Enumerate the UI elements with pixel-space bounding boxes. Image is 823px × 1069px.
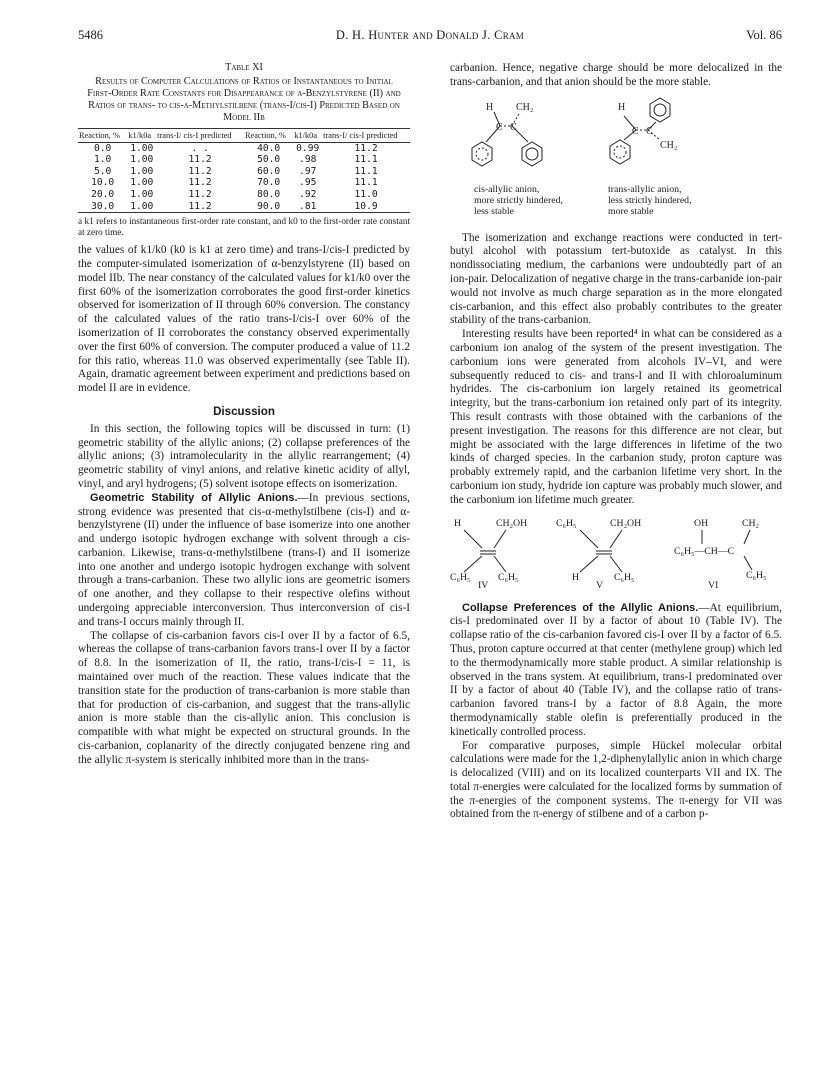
body-paragraph (78, 492, 410, 630)
table-header-cell: k1/k0a (127, 129, 156, 143)
table-row (78, 177, 410, 189)
table-cell: 11.2 (188, 165, 212, 177)
body-paragraph: the values of k1/k0 (k0 is k1 at zero time) and trans-I/cis-I predicted by the computer-simulated isomerization of α-benzylstyrene (II) based on model IIb. The near constancy of the calculated values for k1/k0 over the first 60% of the isomerization corroborates the good first-order kinetics observed for isomerization of II through 60% conversion. The constancy of the calculated values of the ratio trans-I/cis-I over 60% of the isomerization of II corroborates the constancy observed experimentally over the first 60% of conversion. The computer produced a value of 11.2 for this ratio, whereas 11.0 was observed experimentally (see Table II). Again, dramatic agreement between experiment and predictions based on model II are in evidence. (78, 244, 410, 395)
table-row (78, 154, 410, 166)
table-cell: 1.00 (130, 142, 154, 154)
caption-line: trans-allylic anion, (608, 183, 682, 195)
body-paragraph: Interesting results have been reported⁴ in what can be considered as a carbonium ion analog of the system of the present investigation. The carbonium ions were generated from alcohols IV–VI, and were subsequently reduced to cis- and trans-I and II with chloroaluminum hydrides. The cis-carbonium ion largely retained its geometrical integrity, but the trans-carbonium ion retained only part of its integrity. This result contrasts with those obtained with the carbanions of the present investigation. The reasons for this difference are not clear, but might be associated with the large differences in lifetime of the two kinds of charged species. In the carbanion study, proton capture was probably extremely rapid, and the carbanion lifetime very short. In the carbonium ion study, hydride ion capture was probably much slower, and the carbonium ion lifetime much greater. (450, 328, 782, 506)
body-paragraph (450, 602, 782, 740)
caption-line: more strictly hindered, (474, 195, 563, 206)
body-paragraph: carbanion. Hence, negative charge should be more delocalized in the trans-carbanion, and that anion should be the more stable. (450, 62, 782, 88)
struct-label-c: C (646, 125, 653, 137)
body-paragraph: The collapse of cis-carbanion favors cis-I over II by a factor of 6.5, whereas the collapse of trans-carbanion favors trans-I over II by a factor of 8.8. In the isomerization of II, the ratio, trans-I/cis-I = 11, is maintained over much of the reaction. These values indicate that the transition state for the production of trans-carbanion is more stable than that for production of cis-carbanion, and suggest that the trans-allylic anion is more stable than the cis-allylic anion. This conclusion is compatible with what might be expected on structural grounds. In the cis-carbanion, coplanarity of the directly conjugated benzene ring and the allylic π-system is sterically inhibited more than in the trans- (78, 629, 410, 766)
table-row (78, 142, 410, 154)
struct-label-h: H (486, 101, 494, 113)
table-cell: 1.00 (130, 165, 154, 177)
table-row (78, 189, 410, 201)
table-cell: 80.0 (257, 188, 281, 200)
alcohol-v-label: V (596, 579, 604, 591)
table-cell: 11.1 (354, 165, 378, 177)
alcohol-v-top-right: CH₂OH (610, 517, 642, 529)
alcohol-structures (450, 516, 782, 590)
table-cell: 10.0 (91, 177, 115, 189)
struct-label-ch2: CH₂ (660, 139, 678, 151)
alcohol-iv-label: IV (478, 579, 489, 591)
table-cell: .98 (299, 154, 317, 166)
alcohol-iv-top-right: CH₂OH (496, 517, 528, 529)
table-cell: 11.0 (354, 188, 378, 200)
table-header-cell: trans-I/ cis-I predicted (322, 129, 410, 143)
table-header-row (78, 129, 410, 143)
body-paragraph: For comparative purposes, simple Hückel molecular orbital calculations were made for the 1,2-diphenylallylic anion in which charge is delocalized (VIII) and on its localized counterparts VII and IX. The total π-energies were calculated for the localized forms by summation of the π-energies of the component systems. The π-energy for VII was obtained from the π-energy of stilbene and of a carbon p- (450, 739, 782, 821)
table-cell: 40.0 (257, 142, 281, 154)
table-cell: 0.0 (94, 142, 112, 154)
run-in-heading: Geometric Stability of Allylic Anions. (90, 491, 298, 504)
table-cell: .81 (299, 200, 317, 212)
alcohol-vi-oh: OH (694, 517, 709, 529)
caption-line: more stable (608, 206, 654, 218)
body-paragraph: The isomerization and exchange reactions were conducted in tert-butyl alcohol with potassium tert-butoxide as catalyst. In this nondissociating medium, the carbanions were undoubtedly part of an ion-pair. Delocalization of negative charge in the trans-carbanide ion-pair would not involve as much charge separation as in the more elongated cis-carbanion, and this effect also probably contributes to the greater stability of the trans-carbanion. (450, 231, 782, 327)
left-column (78, 62, 410, 768)
table-cell: 1.00 (130, 177, 154, 189)
table-cell: . . (191, 142, 209, 154)
table-cell: 1.00 (130, 154, 154, 166)
page-header (78, 28, 782, 46)
table-caption: Results of Computer Calculations of Ratios of Instantaneous to Initial First-Order Rate Constants for Disappearance of α-Benzylstyrene (II) and Ratios of trans- to cis-α-Methylstilbene (trans-I/cis-I) Predicted Based on Model IIb (87, 76, 401, 123)
table-cell: 11.2 (188, 188, 212, 200)
table-footnote: a k1 refers to instantaneous first-order rate constant, and k0 to the first-order rate constant at zero time. (78, 216, 410, 238)
table-cell: 11.2 (354, 142, 378, 154)
section-heading: Discussion (213, 404, 275, 418)
table-cell: 70.0 (257, 177, 281, 189)
table-cell: 10.9 (354, 200, 378, 212)
volume-label: Vol. 86 (746, 28, 782, 42)
table-title: Table XI (225, 62, 263, 73)
table-cell: 60.0 (257, 165, 281, 177)
table-row (78, 166, 410, 178)
table-cell: .95 (299, 177, 317, 189)
alcohol-vi-label: VI (708, 579, 719, 591)
table-cell: 1.0 (94, 154, 112, 166)
table-cell: 11.2 (188, 154, 212, 166)
alcohol-v-bottom-left: H (572, 571, 580, 583)
run-in-heading: Collapse Preferences of the Allylic Anions. (462, 601, 699, 614)
table-cell: 1.00 (130, 188, 154, 200)
alcohol-iv-top-left: H (454, 517, 462, 529)
running-head: D. H. Hunter and Donald J. Cram (335, 28, 525, 42)
alcohol-vi-bottom-right: C₆H₅ (746, 569, 767, 581)
table-cell: 90.0 (257, 200, 281, 212)
table-cell: 20.0 (91, 188, 115, 200)
alcohol-vi-ch2: CH₂ (742, 517, 760, 529)
table-cell: 1.00 (130, 200, 154, 212)
table-header-cell: Reaction, % (78, 129, 127, 143)
struct-label-c: C (510, 121, 517, 133)
struct-label-c: C (632, 125, 639, 137)
struct-label-h: H (618, 101, 626, 113)
table-cell: 50.0 (257, 154, 281, 166)
table-cell: .97 (299, 165, 317, 177)
table-cell: 30.0 (91, 200, 115, 212)
table-cell: .92 (299, 188, 317, 200)
alcohol-iv-bottom-right: C₆H₅ (498, 571, 519, 583)
paragraph-text: —At equilibrium, cis-I predominated over II by a factor of about 10 (Table IV). The collapse ratio of the cis-carbanion favored cis-I over II by a factor of 6.5. Thus, proton capture occurred at that center (methylene group) which led to the thermodynamically more stable product. A similar relationship is observed in the trans system. At equilibrium, trans-I predominated over II by a factor of about 40 (Table IV), and the collapse ratio of trans-carbanion favored trans-I by a factor of 8.8 Again, the more thermodynamically stable olefin is preferentially produced in the kinetically controlled process. (450, 601, 782, 738)
table-cell: 11.1 (354, 177, 378, 189)
table-cell: 11.1 (354, 154, 378, 166)
struct-label-ch2: CH₂ (516, 101, 534, 113)
trans-anion-caption (608, 184, 692, 218)
right-column (450, 62, 782, 822)
table-header-cell: Reaction, % (244, 129, 293, 143)
table-cell: 11.2 (188, 200, 212, 212)
allylic-anion-drawing (450, 96, 782, 186)
alcohol-vi-left: C₆H₅—CH—C (674, 545, 735, 557)
alcohol-v-bottom-right: C₆H₅ (614, 571, 635, 583)
table-xi (78, 128, 410, 213)
caption-line: less stable (474, 206, 514, 218)
body-paragraph: In this section, the following topics will be discussed in turn: (1) geometric stability of the allylic anions; (2) collapse preferences of the allylic anions; (3) intramolecularity in the allylic rearrangement; (4) geometric stability of vinyl anions, and relative kinetic acidity of allyl, vinyl, and aryl hydrogens; (5) solvent isotope effects on isomerization. (78, 422, 410, 490)
alcohol-v-top-left: C₆H₅ (556, 517, 577, 529)
caption-line: less strictly hindered, (608, 195, 692, 206)
table-row (78, 201, 410, 213)
paragraph-text: —In previous sections, strong evidence was presented that cis-α-methylstilbene (cis-I) and α-benzylstyrene (II) under the influence of base isomerize into one another and undergo isotopic hydrogen exchange with solvent through a cis-carbanion. Likewise, trans-α-methylstilbene (trans-I) and II isomerize into one another and undergo isotopic hydrogen exchange with solvent through a trans-carbanion. These two allylic ions are geometric isomers of one another, and they collapse to their respective olefins without undergoing appreciable interconversion. Thus interconversion of cis-I and trans-I occurs mainly through II. (78, 491, 410, 628)
table-header-cell: k1/k0a (293, 129, 322, 143)
table-cell: 0.99 (296, 142, 320, 154)
table-cell: 5.0 (94, 165, 112, 177)
struct-label-c: C (496, 121, 503, 133)
caption-line: cis-allylic anion, (474, 183, 540, 195)
table-header-cell: trans-I/ cis-I predicted (156, 129, 244, 143)
alcohol-iv-bottom-left: C₆H₅ (450, 571, 471, 583)
table-cell: 11.2 (188, 177, 212, 189)
allylic-anion-structures (450, 96, 782, 228)
cis-anion-caption (474, 184, 563, 218)
page-number: 5486 (78, 28, 103, 42)
